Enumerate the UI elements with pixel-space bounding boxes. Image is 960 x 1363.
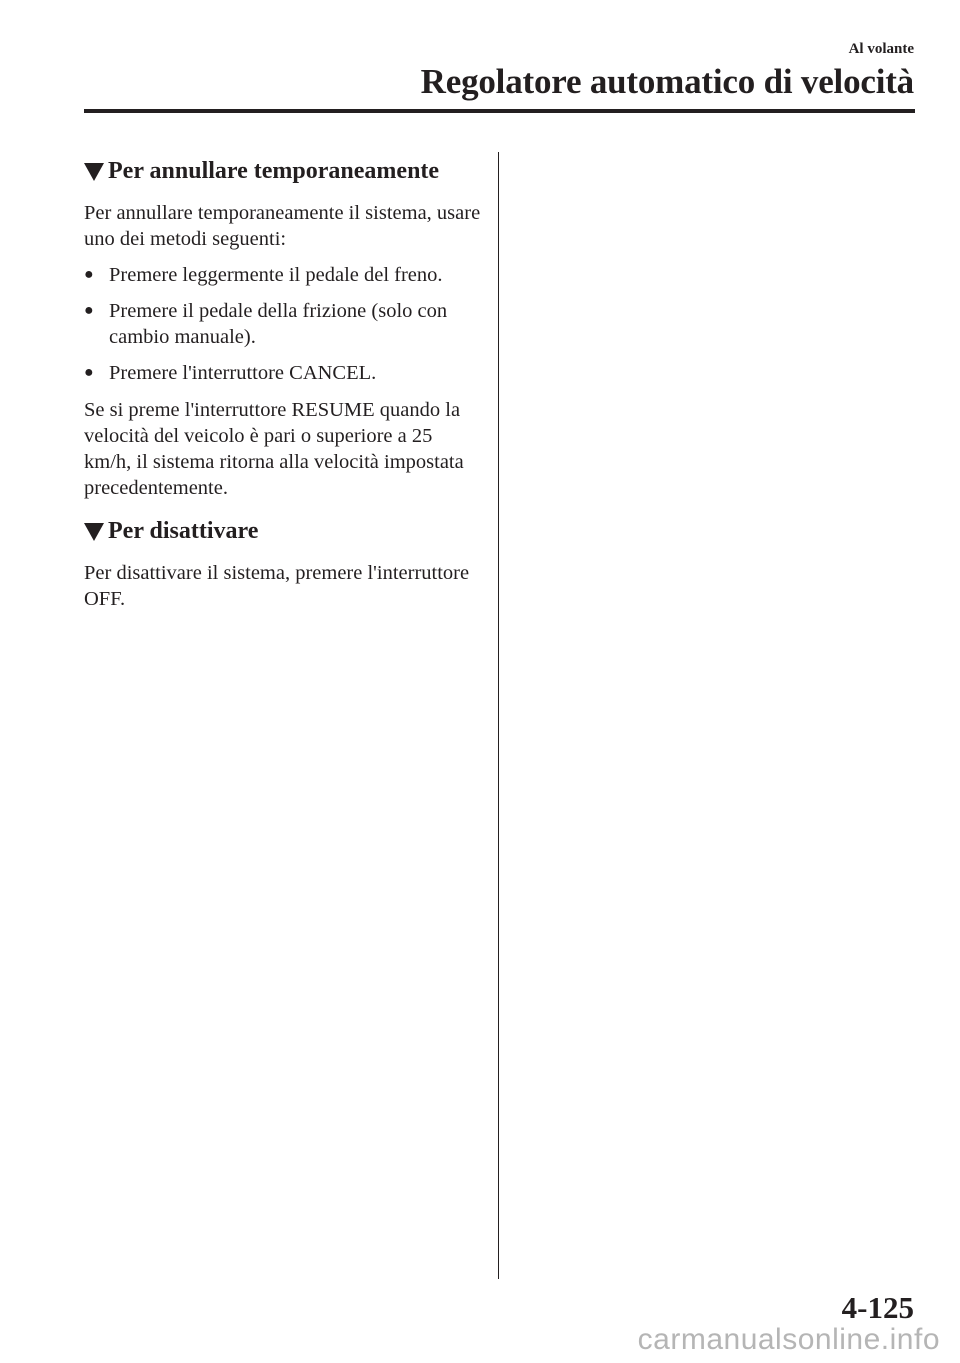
chapter-label: Al volante [848,41,914,57]
bullet-dot-icon: ● [84,302,94,319]
page-number: 4-125 [841,1290,914,1325]
list-item [84,360,484,386]
list-item-text: Premere il pedale della frizione (solo con cambio manuale). [109,300,448,348]
list-item [84,262,484,288]
paragraph-intro-disable: Per disattivare il sistema, premere l'interruttore OFF. [84,562,470,610]
bullet-list-cancel [84,262,484,386]
page-title: Regolatore automatico di velocità [420,62,914,101]
left-column [84,155,484,612]
triangle-down-icon [84,163,104,181]
section-heading-text: Per annullare temporaneamente [108,158,440,184]
watermark: carmanualsonline.info [637,1323,940,1356]
paragraph-intro-cancel: Per annullare temporaneamente il sistema, usare uno dei metodi seguenti: [84,202,481,250]
column-divider [498,152,499,1279]
list-item [84,298,484,350]
triangle-down-icon [84,523,104,541]
list-item-text: Premere leggermente il pedale del freno. [109,264,443,286]
bullet-dot-icon: ● [84,266,94,283]
section-heading-text: Per disattivare [108,518,259,544]
header-divider [84,109,915,113]
section-heading-cancel [84,155,484,187]
list-item-text: Premere l'interruttore CANCEL. [109,362,377,384]
section-heading-disable [84,515,484,547]
bullet-dot-icon: ● [84,364,94,381]
paragraph-closing-cancel: Se si preme l'interruttore RESUME quando la velocità del veicolo è pari o superiore a 25 km/h, il sistema ritorna alla velocità impostata precedentemente. [84,399,464,499]
